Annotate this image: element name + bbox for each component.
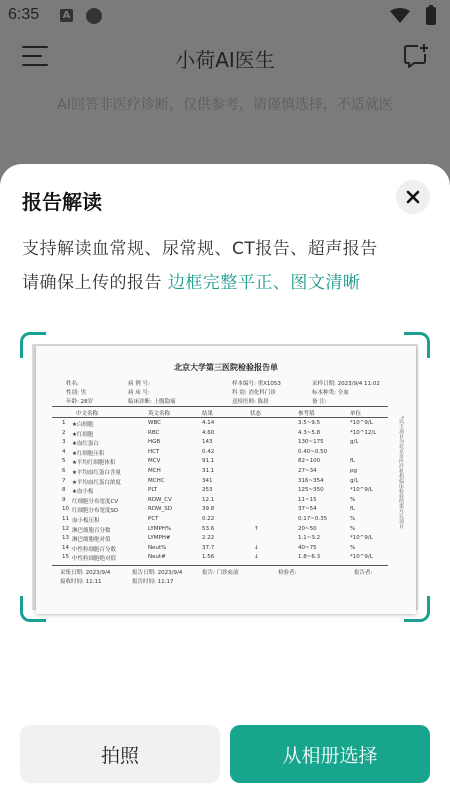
report-sample-type: 标本种类: 全血	[312, 390, 349, 396]
row-index: 2	[62, 429, 66, 436]
sample-report-image	[36, 346, 416, 614]
new-chat-icon[interactable]	[402, 42, 430, 70]
row-reference: 37~54	[298, 506, 317, 513]
row-cn-name: 淋巴细胞百分数	[72, 527, 111, 534]
row-en-name: MCH	[148, 468, 161, 474]
row-en-name: PLT	[148, 487, 157, 494]
report-collect-date: 采集日期: 2023/9/4	[60, 570, 111, 576]
take-photo-button[interactable]: 拍照	[20, 725, 220, 783]
row-result: 2.22	[202, 535, 215, 542]
report-table-row	[36, 516, 416, 526]
supported-reports-text: 支持解读血常规、尿常规、CT报告、超声报告	[22, 239, 378, 259]
row-unit: %	[350, 516, 356, 522]
row-index: 1	[62, 420, 66, 426]
row-cn-name: 淋巴细胞绝对值	[72, 537, 111, 544]
row-result: 341	[202, 477, 213, 484]
row-reference: 1.1~3.2	[298, 535, 321, 542]
report-divider-header	[52, 417, 388, 418]
row-cn-name: ★红细胞	[72, 431, 94, 438]
report-header-cn: 中文名称	[76, 411, 99, 417]
row-en-name: WBC	[148, 420, 161, 426]
row-en-name: LYMPH%	[148, 525, 172, 532]
sample-report-frame	[20, 332, 430, 622]
row-reference: 130~175	[298, 439, 324, 446]
row-index: 15	[62, 554, 69, 561]
row-result: 4.14	[202, 420, 215, 426]
row-index: 4	[62, 448, 66, 455]
keyboard-a-icon: A	[60, 9, 73, 22]
status-bar	[0, 0, 450, 32]
row-result: 53.6	[202, 525, 215, 532]
row-index: 8	[62, 487, 66, 494]
requirement-highlight: 边框完整平正、图文清晰	[167, 273, 361, 293]
row-en-name: RDW_SD	[148, 506, 172, 513]
report-table-row	[36, 526, 416, 536]
row-result: 143	[202, 439, 213, 446]
sheet-title: 报告解读	[22, 190, 102, 214]
row-result: 91.1	[202, 458, 215, 465]
row-status: ↑	[254, 525, 259, 532]
row-index: 14	[62, 544, 69, 551]
row-result: 253	[202, 487, 213, 494]
row-result: 31.1	[202, 468, 215, 474]
report-sex: 性别: 男	[66, 390, 87, 396]
row-unit: %	[350, 544, 356, 551]
disclaimer-text: AI回答非医疗诊断，仅供参考，请谨慎选择，不适就医	[57, 97, 393, 113]
row-cn-name: 中性粒细胞百分数	[72, 546, 117, 553]
row-cn-name: 红细胞分布宽度SD	[72, 508, 119, 515]
row-unit: *10^9/L	[350, 487, 373, 494]
app-header	[0, 32, 450, 82]
close-button[interactable]	[396, 180, 430, 214]
row-result: 12.1	[202, 496, 215, 503]
row-reference: 20~50	[298, 525, 317, 532]
row-result: 1.56	[202, 554, 215, 561]
row-index: 9	[62, 496, 66, 503]
report-checker: 检验者:	[278, 570, 297, 576]
row-en-name: Neut#	[148, 554, 166, 561]
report-table-row	[36, 545, 416, 555]
row-cn-name: ★平均血红蛋白浓度	[72, 479, 121, 486]
report-table-row	[36, 506, 416, 516]
row-index: 7	[62, 477, 66, 484]
row-reference: 0.40~0.50	[298, 448, 328, 455]
status-time: 6:35	[8, 6, 40, 23]
notification-dot-icon	[86, 8, 102, 24]
report-table-row	[36, 478, 416, 488]
row-index: 13	[62, 535, 69, 542]
report-remark: 备 注:	[312, 399, 327, 405]
report-reporter-place: 报告: 门诊血液	[202, 570, 239, 576]
report-header-status: 状态	[250, 411, 262, 417]
row-reference: 316~354	[298, 477, 324, 484]
row-cn-name: ★平均红细胞体积	[72, 460, 116, 467]
upload-requirement-text	[22, 268, 360, 293]
row-cn-name: 中性粒细胞绝对值	[72, 556, 117, 563]
report-side-note: *以下项目为北京市医疗机构临床检验结果互认项目	[398, 416, 404, 529]
report-header-result: 结果	[202, 411, 214, 417]
row-reference: 0.17~0.35	[298, 516, 328, 522]
row-result: 39.8	[202, 506, 215, 513]
row-unit: *10^12/L	[350, 429, 377, 436]
row-result: 0.22	[202, 516, 215, 522]
row-status: ↓	[254, 544, 259, 551]
row-unit: fL	[350, 458, 356, 465]
row-index: 6	[62, 468, 66, 474]
report-bed-label: 病 床 号:	[128, 390, 150, 396]
report-divider-top	[52, 406, 388, 407]
row-en-name: HCT	[148, 448, 160, 455]
row-en-name: MCV	[148, 458, 161, 465]
row-reference: 3.5~9.5	[298, 420, 321, 426]
row-unit: g/L	[350, 477, 359, 484]
wifi-icon	[390, 8, 410, 24]
row-result: 4.60	[202, 429, 215, 436]
report-table-row	[36, 458, 416, 468]
report-approver: 报告者:	[354, 570, 373, 576]
close-icon	[406, 190, 420, 204]
row-index: 3	[62, 439, 66, 446]
row-en-name: RDW_CV	[148, 496, 172, 503]
row-en-name: MCHC	[148, 477, 165, 484]
report-diagnosis: 临床诊断: 上腹隐痛	[128, 399, 176, 405]
row-index: 11	[62, 516, 69, 522]
row-index: 10	[62, 506, 69, 513]
row-unit: %	[350, 496, 356, 503]
report-dept: 科 别: 消化科门诊	[232, 390, 276, 396]
row-status: ↓	[254, 554, 259, 561]
row-en-name: LYMPH#	[148, 535, 171, 542]
report-table-row	[36, 468, 416, 478]
report-table-row	[36, 439, 416, 449]
row-result: 0.42	[202, 448, 215, 455]
report-receive-time: 接收时间: 11:11	[60, 579, 102, 585]
row-reference: 1.8~6.3	[298, 554, 321, 561]
row-reference: 27~34	[298, 468, 317, 474]
row-index: 12	[62, 525, 69, 532]
report-header-en: 英文名称	[148, 411, 171, 417]
row-unit: %	[350, 525, 356, 532]
row-unit: *10^9/L	[350, 420, 373, 426]
row-unit: fL	[350, 506, 356, 513]
report-report-time: 报告时间: 11:17	[132, 579, 174, 585]
row-en-name: Neut%	[148, 544, 167, 551]
row-cn-name: 血小板压积	[72, 518, 100, 524]
row-unit: g/L	[350, 439, 359, 446]
row-result: 37.7	[202, 544, 215, 551]
report-header-unit: 单位	[350, 411, 362, 417]
row-unit: *10^9/L	[350, 535, 373, 542]
report-header-ref: 参考值	[298, 411, 315, 417]
app-title: 小荷AI医生	[175, 48, 275, 72]
row-cn-name: ★平均血红蛋白含量	[72, 470, 121, 476]
report-table-row	[36, 535, 416, 545]
report-table-row	[36, 554, 416, 564]
row-unit: pg	[350, 468, 357, 474]
battery-icon	[426, 7, 436, 25]
report-case-label: 病 例 号:	[128, 381, 150, 387]
row-reference: 125~350	[298, 487, 324, 494]
row-reference: 82~100	[298, 458, 321, 465]
report-table-row	[36, 449, 416, 459]
row-cn-name: 红细胞分布宽度CV	[72, 498, 119, 505]
report-report-date: 报告日期: 2023/9/4	[132, 570, 183, 576]
row-en-name: RBC	[148, 429, 160, 436]
requirement-prefix: 请确保上传的报告	[22, 273, 168, 293]
report-divider-bottom	[52, 565, 388, 566]
report-age: 年龄: 28岁	[66, 399, 94, 405]
row-unit: *10^9/L	[350, 554, 373, 561]
report-title: 北京大学第三医院检验报告单	[174, 363, 278, 372]
row-reference: 40~75	[298, 544, 317, 551]
choose-from-album-button[interactable]: 从相册选择	[230, 725, 430, 783]
report-interpretation-sheet	[0, 164, 450, 800]
report-collect-time: 采样日期: 2023/9/4 11:02	[312, 381, 380, 387]
report-sample-no: 样本编号: 重X1053	[232, 381, 281, 387]
row-reference: 4.3~5.8	[298, 429, 321, 436]
row-cn-name: ★血小板	[72, 489, 94, 496]
row-en-name: PCT	[148, 516, 159, 522]
row-cn-name: ★红细胞压积	[72, 450, 105, 457]
report-table-row	[36, 497, 416, 507]
report-doctor: 送检医师: 陈晨	[232, 399, 269, 405]
row-cn-name: ★血红蛋白	[72, 441, 99, 448]
report-name-label: 姓名:	[66, 381, 79, 387]
row-reference: 11~15	[298, 496, 317, 503]
report-table-row	[36, 487, 416, 497]
report-table-row	[36, 420, 416, 430]
report-table-row	[36, 430, 416, 440]
row-en-name: HGB	[148, 439, 161, 446]
row-index: 5	[62, 458, 66, 465]
row-cn-name: ★白细胞	[72, 422, 94, 428]
